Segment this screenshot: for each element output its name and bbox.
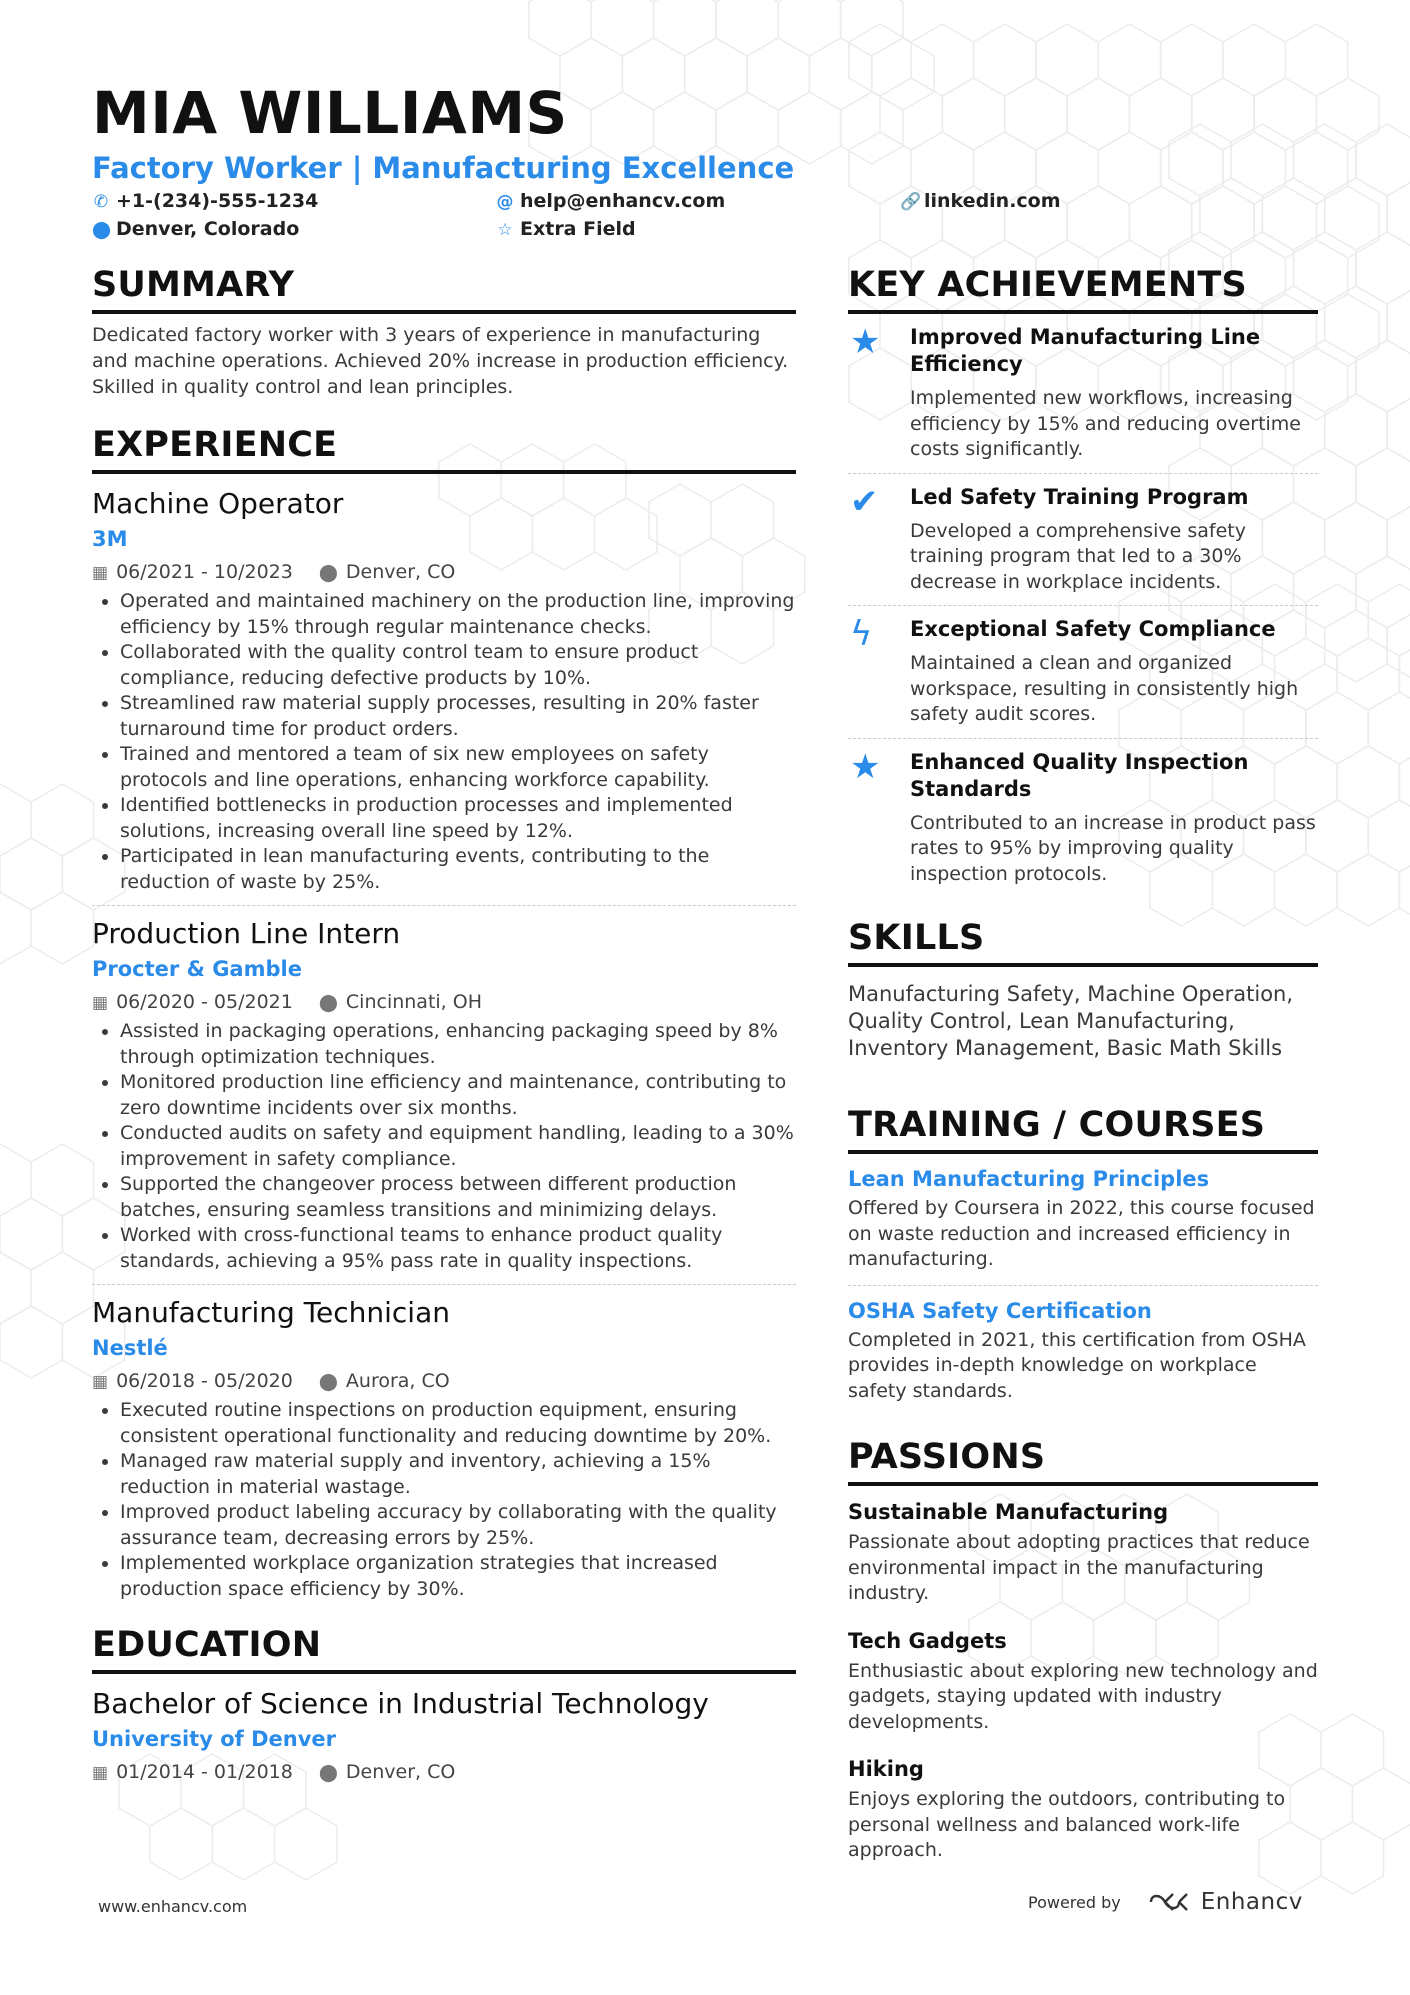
contact-location: ⬤ Denver, Colorado	[92, 216, 299, 243]
achievement-desc: Implemented new workflows, increasing efficiency by 15% and reducing overtime costs significantly.	[910, 387, 1301, 460]
course-desc: Completed in 2021, this certification from OSHA provides in-depth knowledge on workplace safety standards.	[848, 1328, 1306, 1402]
passion-desc: Passionate about adopting practices that reduce environmental impact in the manufacturing industry.	[848, 1531, 1310, 1604]
training-heading: TRAINING / COURSES	[848, 1102, 1318, 1154]
achievement-desc: Developed a comprehensive safety training program that led to a 30% decrease in workplace incidents.	[910, 519, 1246, 593]
contact-phone: ✆ +1-(234)-555-1234	[92, 188, 318, 215]
achievement-item	[848, 474, 1318, 607]
job-meta	[92, 1367, 796, 1396]
contact-linkedin[interactable]: 🔗 linkedin.com	[900, 188, 1061, 215]
job-company: 3M	[92, 527, 128, 551]
job-meta	[92, 988, 796, 1017]
course-desc: Offered by Coursera in 2022, this course focused on waste reduction and increased efficiency in manufacturing.	[848, 1196, 1318, 1286]
skills-heading: SKILLS	[848, 915, 1318, 967]
job-bullets	[92, 589, 796, 895]
right-column	[848, 262, 1318, 1872]
powered-by-label: Powered by	[1028, 1892, 1121, 1912]
job-entry	[92, 916, 796, 1285]
passion-item	[848, 1498, 1318, 1615]
achievement-item	[848, 739, 1318, 898]
summary-text: Dedicated factory worker with 3 years of experience in manufacturing and machine operations. Achieved 20% increase in production efficiency. Skilled in quality control and lean principles.	[92, 324, 789, 398]
candidate-headline: Factory Worker | Manufacturing Excellence	[92, 151, 795, 185]
brand-name: Enhancv	[1200, 1889, 1303, 1915]
job-entry	[92, 1295, 796, 1612]
achievement-item	[848, 314, 1318, 474]
location-pin-icon: ⬤	[318, 1372, 338, 1392]
experience-heading: EXPERIENCE	[92, 422, 796, 474]
course-item	[848, 1164, 1318, 1286]
job-bullet: • Monitored production line efficiency and maintenance, contributing to zero downtime incidents over six months.	[120, 1070, 796, 1121]
job-meta	[92, 558, 796, 587]
achievement-title: Led Safety Training Program	[910, 484, 1249, 509]
job-bullet: • Operated and maintained machinery on the production line, improving efficiency by 15% through regular maintenance checks.	[120, 589, 796, 640]
candidate-name: MIA WILLIAMS	[92, 79, 568, 147]
job-dates: 06/2020 - 05/2021	[116, 991, 293, 1013]
job-dates: 06/2021 - 10/2023	[116, 561, 293, 583]
education-degree: Bachelor of Science in Industrial Technology	[92, 1687, 709, 1720]
achievements-heading: KEY ACHIEVEMENTS	[848, 262, 1318, 314]
job-title: Manufacturing Technician	[92, 1296, 450, 1329]
education-school: University of Denver	[92, 1727, 337, 1751]
check-icon: ✔	[850, 481, 879, 522]
job-bullet: • Executed routine inspections on production equipment, ensuring consistent operational functionality and reducing downtime by 20%.	[120, 1398, 796, 1449]
education-dates: 01/2014 - 01/2018	[116, 1761, 293, 1783]
job-bullet: • Streamlined raw material supply processes, resulting in 20% faster turnaround time for product orders.	[120, 691, 796, 742]
footer-branding	[1028, 1889, 1303, 1915]
location-pin-icon: ⬤	[92, 220, 112, 240]
achievement-title: Enhanced Quality Inspection Standards	[910, 749, 1249, 801]
skills-section	[848, 915, 1318, 1062]
education-heading: EDUCATION	[92, 1622, 796, 1674]
calendar-icon: ▦	[92, 993, 109, 1013]
passion-desc: Enjoys exploring the outdoors, contributing to personal wellness and balanced work-life approach.	[848, 1788, 1286, 1861]
bolt-icon: ϟ	[850, 614, 873, 654]
contact-email[interactable]: @ help@enhancv.com	[496, 188, 725, 215]
location-pin-icon: ⬤	[318, 993, 338, 1013]
job-bullets	[92, 1398, 796, 1602]
job-company: Procter & Gamble	[92, 957, 302, 981]
star-icon: ★	[850, 746, 881, 787]
education-location: Denver, CO	[345, 1761, 456, 1783]
skills-text: Manufacturing Safety, Machine Operation, Quality Control, Lean Manufacturing, Inventory Management, Basic Math Skills	[848, 982, 1294, 1060]
calendar-icon: ▦	[92, 1763, 109, 1783]
job-title: Machine Operator	[92, 487, 344, 520]
job-bullet: • Participated in lean manufacturing events, contributing to the reduction of waste by 25%.	[120, 844, 796, 895]
course-title: OSHA Safety Certification	[848, 1298, 1152, 1323]
job-bullet: • Conducted audits on safety and equipment handling, leading to a 30% improvement in safety compliance.	[120, 1121, 796, 1172]
achievements-section	[848, 262, 1318, 897]
achievement-title: Exceptional Safety Compliance	[910, 617, 1276, 641]
education-section	[92, 1622, 796, 1787]
passion-item	[848, 1755, 1318, 1872]
education-meta	[92, 1758, 796, 1787]
job-dates: 06/2018 - 05/2020	[116, 1370, 293, 1392]
passion-desc: Enthusiastic about exploring new technology and gadgets, staying updated with industry developments.	[848, 1659, 1318, 1733]
passion-title: Hiking	[848, 1757, 924, 1781]
job-bullet: • Managed raw material supply and inventory, achieving a 15% reduction in material wastage.	[120, 1449, 796, 1500]
training-section	[848, 1102, 1318, 1416]
achievement-item	[848, 606, 1318, 739]
passions-heading: PASSIONS	[848, 1434, 1318, 1486]
course-title: Lean Manufacturing Principles	[848, 1167, 1210, 1191]
calendar-icon: ▦	[92, 563, 109, 583]
location-pin-icon: ⬤	[318, 563, 338, 583]
job-bullet: • Implemented workplace organization strategies that increased production space efficiency by 30%.	[120, 1551, 796, 1602]
job-bullet: • Collaborated with the quality control team to ensure product compliance, reducing defective products by 10%.	[120, 640, 796, 691]
job-bullet: • Trained and mentored a team of six new employees on safety protocols and line operations, enhancing workforce capability.	[120, 742, 796, 793]
passion-title: Sustainable Manufacturing	[848, 1500, 1169, 1524]
job-location: Aurora, CO	[345, 1370, 450, 1392]
experience-section	[92, 422, 796, 1612]
job-bullet: • Improved product labeling accuracy by collaborating with the quality assurance team, decreasing errors by 25%.	[120, 1500, 796, 1551]
job-bullet: • Identified bottlenecks in production processes and implemented solutions, increasing overall line speed by 12%.	[120, 793, 796, 844]
job-bullet: • Supported the changeover process between different production batches, ensuring seamless transitions and minimizing delays.	[120, 1172, 796, 1223]
enhancv-logo-icon	[1147, 1890, 1193, 1914]
course-item	[848, 1296, 1318, 1417]
job-location: Denver, CO	[345, 561, 456, 583]
at-icon: @	[496, 192, 514, 212]
passion-title: Tech Gadgets	[848, 1628, 1007, 1653]
achievement-desc: Maintained a clean and organized workspace, resulting in consistently high safety audit scores.	[910, 652, 1299, 725]
star-icon: ★	[850, 322, 881, 362]
phone-icon: ✆	[93, 192, 109, 212]
achievement-title: Improved Manufacturing Line Efficiency	[910, 325, 1261, 376]
contact-extra-field: ☆ Extra Field	[496, 216, 636, 243]
job-location: Cincinnati, OH	[345, 991, 482, 1013]
job-bullet: • Assisted in packaging operations, enhancing packaging speed by 8% through optimization techniques.	[120, 1019, 796, 1070]
job-company: Nestlé	[92, 1336, 168, 1360]
job-title: Production Line Intern	[92, 917, 401, 950]
job-bullet: • Worked with cross-functional teams to enhance product quality standards, achieving a 95% pass rate in quality inspections.	[120, 1223, 796, 1274]
location-pin-icon: ⬤	[318, 1763, 338, 1783]
footer-website[interactable]: www.enhancv.com	[98, 1897, 248, 1916]
summary-heading: SUMMARY	[92, 262, 796, 314]
calendar-icon: ▦	[92, 1372, 109, 1392]
achievement-desc: Contributed to an increase in product pass rates to 95% by improving quality inspection protocols.	[910, 811, 1316, 885]
job-entry	[92, 486, 796, 906]
passion-item	[848, 1627, 1318, 1744]
summary-section	[92, 262, 796, 400]
passions-section	[848, 1434, 1318, 1872]
job-bullets	[92, 1019, 796, 1274]
star-outline-icon: ☆	[497, 220, 513, 240]
link-icon: 🔗	[900, 192, 922, 212]
left-column	[92, 262, 796, 1787]
